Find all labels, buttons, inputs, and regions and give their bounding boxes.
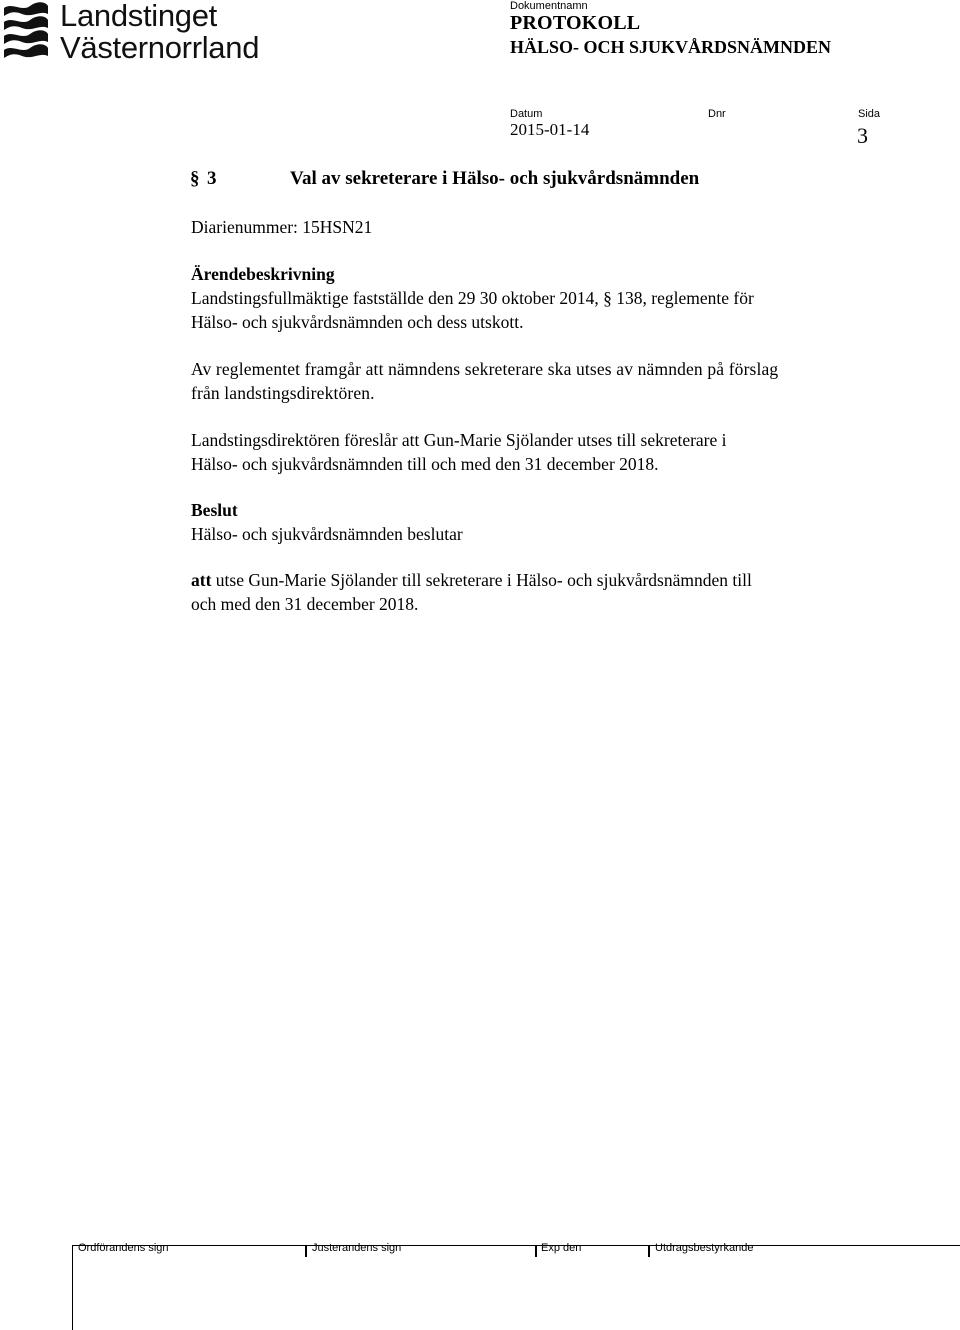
logo-wave-icon bbox=[0, 0, 56, 64]
adjuster-sign-label: Justerandens sign bbox=[312, 1242, 402, 1254]
document-type: PROTOKOLL bbox=[510, 12, 641, 34]
exp-date-label: Exp den bbox=[541, 1242, 582, 1254]
logo-line-1: Landstinget bbox=[60, 0, 217, 33]
paragraph-3-line-2: Hälso- och sjukvårdsnämnden till och med den 31 december 2018. bbox=[191, 454, 659, 474]
paragraph-1-line-1b: 138, reglemente för bbox=[616, 288, 754, 308]
page-label: Sida bbox=[858, 108, 881, 120]
paragraph-3-line-1: Landstingsdirektören föreslår att Gun-Marie Sjölander utses till sekreterare i bbox=[191, 430, 727, 450]
beslut-heading: Beslut bbox=[191, 500, 238, 520]
paragraph-2-line-2: från landstingsdirektören. bbox=[191, 383, 375, 403]
dnr-label: Dnr bbox=[708, 108, 726, 120]
date-label: Datum bbox=[510, 108, 543, 120]
diarienummer: Diarienummer: 15HSN21 bbox=[191, 217, 373, 237]
document-date: 2015-01-14 bbox=[510, 120, 590, 139]
logo-line-2: Västernorrland bbox=[60, 30, 260, 65]
document-name-label: Dokumentnamn bbox=[510, 0, 588, 12]
att-keyword: att bbox=[191, 570, 212, 590]
paragraph-2-line-1: Av reglementet framgår att nämndens sekreterare ska utses av nämnden på förslag bbox=[191, 359, 779, 379]
extract-certified-label: Utdragsbestyrkande bbox=[655, 1242, 754, 1254]
paragraph-1 bbox=[191, 286, 891, 334]
paragraph-symbol: § bbox=[603, 288, 612, 308]
paragraph-2 bbox=[191, 357, 891, 405]
decision-line-2: och med den 31 december 2018. bbox=[191, 594, 419, 614]
beslut-line: Hälso- och sjukvårdsnämnden beslutar bbox=[191, 524, 463, 544]
footer-divider bbox=[648, 1245, 650, 1257]
decision-paragraph bbox=[191, 568, 891, 616]
arende-heading: Ärendebeskrivning bbox=[191, 264, 335, 284]
organization-logo bbox=[0, 0, 280, 70]
logo-wordmark bbox=[60, 0, 259, 64]
signature-box bbox=[72, 1245, 960, 1330]
paragraph-3 bbox=[191, 428, 891, 476]
decision-line-1: utse Gun-Marie Sjölander till sekreterare i Hälso- och sjukvårdsnämnden till bbox=[215, 570, 752, 590]
committee-name: HÄLSO- OCH SJUKVÅRDSNÄMNDEN bbox=[510, 37, 832, 57]
page-number: 3 bbox=[857, 123, 868, 148]
paragraph-1-line-1a: Landstingsfullmäktige fastställde den 29 30 oktober 2014, bbox=[191, 288, 599, 308]
paragraph-1-line-2: Hälso- och sjukvårdsnämnden och dess utskott. bbox=[191, 312, 524, 332]
section-title: Val av sekreterare i Hälso- och sjukvårdsnämnden bbox=[290, 168, 700, 189]
footer-divider bbox=[535, 1245, 537, 1257]
footer-divider bbox=[305, 1245, 307, 1257]
chair-sign-label: Ordförandens sign bbox=[78, 1242, 169, 1254]
section-number: 3 bbox=[207, 168, 217, 189]
section-symbol: § bbox=[190, 168, 200, 189]
